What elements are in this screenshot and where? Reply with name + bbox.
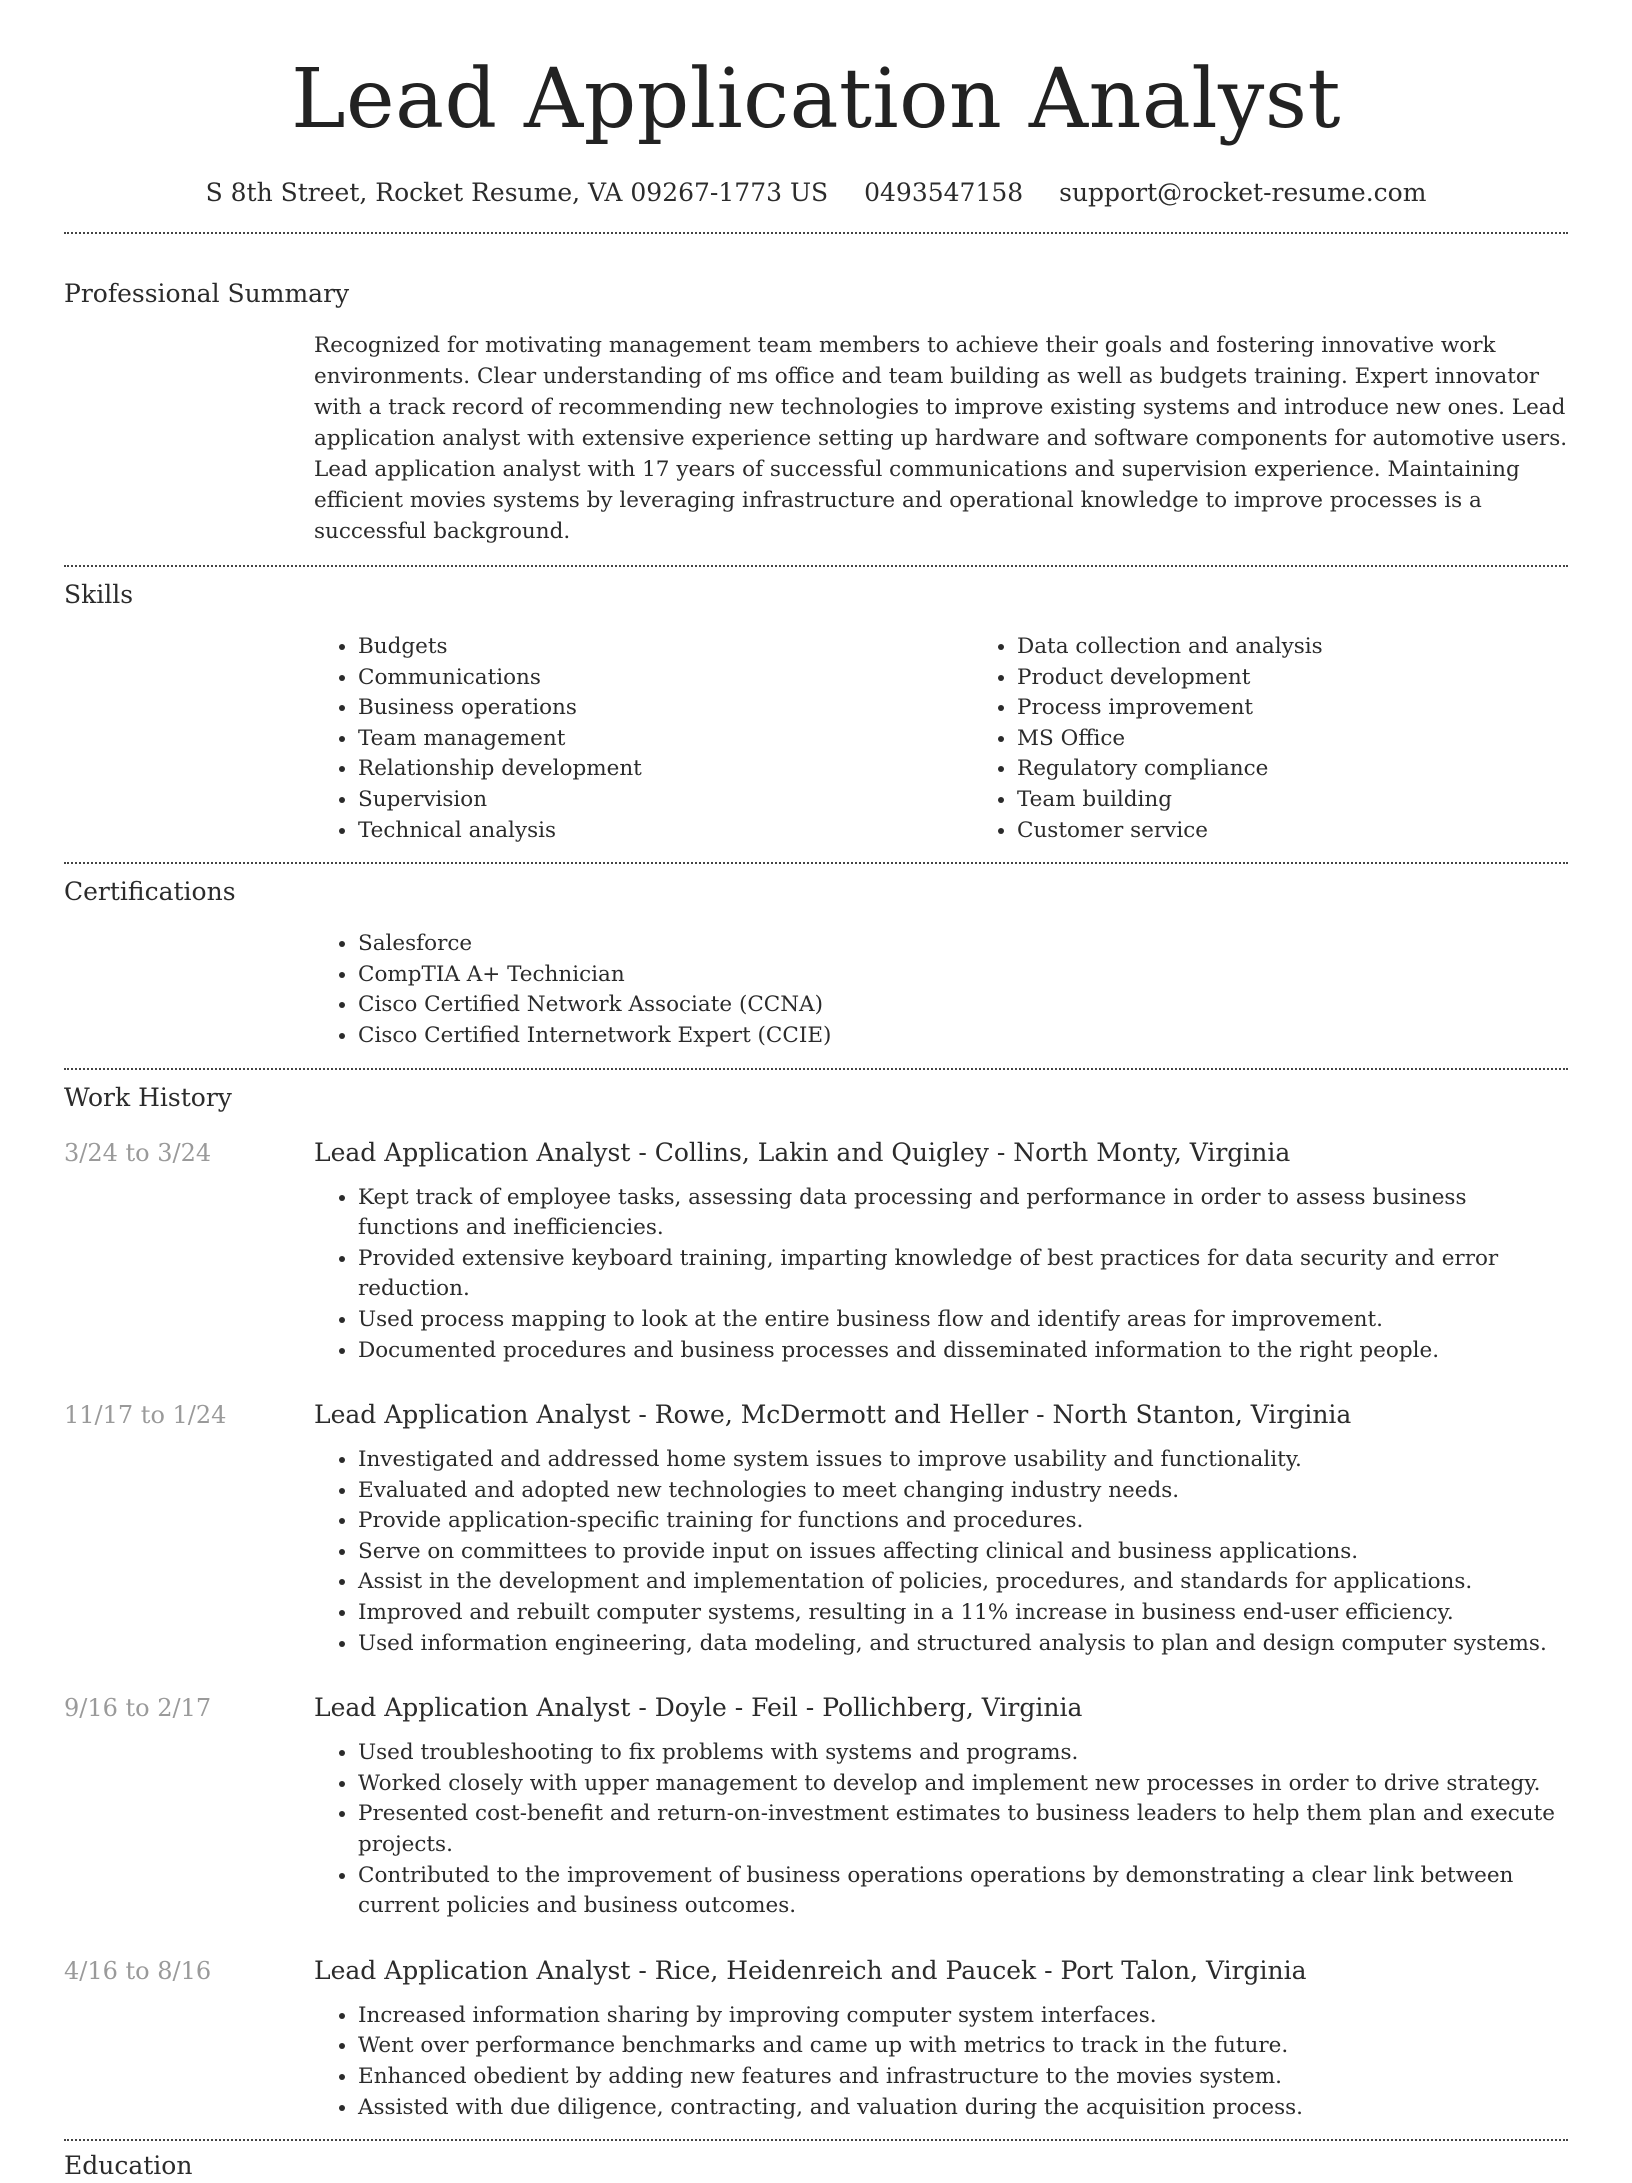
job-entry xyxy=(64,1691,1568,1922)
summary-text: Recognized for motivating management team members to achieve their goals and fostering innovative work environments. Clear understanding of ms office and team building as well as budgets training. Expert innovator with a track record of recommending new technologies to improve existing systems and introduce new ones. Lead application analyst with extensive experience setting up hardware and software components for automotive users. Lead application analyst with 17 years of successful communications and supervision experience. Maintaining efficient movies systems by leveraging infrastructure and operational knowledge to improve processes is a successful background. xyxy=(314,333,1568,544)
certifications-list xyxy=(314,929,1568,1051)
job-bullet: • Went over performance benchmarks and came up with metrics to track in the future. xyxy=(358,2031,1568,2062)
job-bullet: • Used process mapping to look at the entire business flow and identify areas for improvement. xyxy=(358,1305,1568,1336)
job-heading: Lead Application Analyst - Rowe, McDermott and Heller - North Stanton, Virginia xyxy=(314,1400,1352,1430)
job-entry xyxy=(64,1954,1568,2123)
job-entry xyxy=(64,1136,1568,1367)
job-bullet: • Investigated and addressed home system issues to improve usability and functionality. xyxy=(358,1445,1568,1476)
job-bullet: • Contributed to the improvement of business operations operations by demonstrating a clear link between current policies and business outcomes. xyxy=(358,1861,1568,1922)
job-bullets xyxy=(314,1183,1568,1367)
skill-item: • Relationship development xyxy=(358,754,973,785)
certifications-title: Certifications xyxy=(64,877,236,907)
job-bullet: • Used troubleshooting to fix problems with systems and programs. xyxy=(358,1738,1568,1769)
certification-item: • Cisco Certified Network Associate (CCNA) xyxy=(358,990,1568,1021)
skill-item: • Customer service xyxy=(1017,816,1632,847)
job-bullet: • Provided extensive keyboard training, imparting knowledge of best practices for data security and error reduction. xyxy=(358,1244,1568,1305)
job-bullet: • Presented cost-benefit and return-on-investment estimates to business leaders to help them plan and execute projects. xyxy=(358,1799,1568,1860)
skill-item: • Budgets xyxy=(358,632,973,663)
divider xyxy=(64,862,1568,864)
job-dates: 3/24 to 3/24 xyxy=(64,1138,212,1167)
skill-item: • Team management xyxy=(358,724,973,755)
job-entry xyxy=(64,1398,1568,1659)
job-bullets xyxy=(314,1445,1568,1659)
job-bullet: • Serve on committees to provide input on issues affecting clinical and business applications. xyxy=(358,1537,1568,1568)
divider xyxy=(64,232,1568,234)
skills-section xyxy=(64,632,1568,846)
job-bullet: • Assist in the development and implementation of policies, procedures, and standards for applications. xyxy=(358,1567,1568,1598)
certification-item: • CompTIA A+ Technician xyxy=(358,960,1568,991)
summary-section xyxy=(64,330,1568,547)
job-bullet: • Kept track of employee tasks, assessing data processing and performance in order to assess business functions and inefficiencies. xyxy=(358,1183,1568,1244)
job-bullets xyxy=(314,2001,1568,2123)
phone: 0493547158 xyxy=(864,178,1024,207)
certifications-section xyxy=(64,929,1568,1051)
summary-title: Professional Summary xyxy=(64,279,350,308)
skill-item: • Process improvement xyxy=(1017,693,1632,724)
education-title-partial: Education xyxy=(64,2151,193,2181)
divider xyxy=(64,2139,1568,2141)
job-dates: 4/16 to 8/16 xyxy=(64,1956,212,1985)
skill-item: • Communications xyxy=(358,663,973,694)
skill-item: • Business operations xyxy=(358,693,973,724)
work-history-section xyxy=(64,1136,1568,2124)
job-heading: Lead Application Analyst - Rice, Heidenreich and Paucek - Port Talon, Virginia xyxy=(314,1955,1307,1985)
skill-item: • MS Office xyxy=(1017,724,1632,755)
certification-item: • Salesforce xyxy=(358,929,1568,960)
certification-item: • Cisco Certified Internetwork Expert (CCIE) xyxy=(358,1021,1568,1052)
skills-title: Skills xyxy=(64,580,134,609)
address: S 8th Street, Rocket Resume, VA 09267-1773 US xyxy=(205,178,829,207)
resume-page xyxy=(64,0,1568,2183)
job-heading: Lead Application Analyst - Collins, Lakin and Quigley - North Monty, Virginia xyxy=(314,1137,1291,1167)
job-dates: 11/17 to 1/24 xyxy=(64,1401,227,1430)
work-history-title: Work History xyxy=(64,1082,232,1112)
job-bullet: • Used information engineering, data modeling, and structured analysis to plan and design computer systems. xyxy=(358,1629,1568,1660)
skill-item: • Data collection and analysis xyxy=(1017,632,1632,663)
email[interactable]: support@rocket-resume.com xyxy=(1059,178,1427,207)
skill-item: • Supervision xyxy=(358,785,973,816)
job-bullet: • Enhanced obedient by adding new features and infrastructure to the movies system. xyxy=(358,2062,1568,2093)
skill-item: • Technical analysis xyxy=(358,816,973,847)
skill-item: • Product development xyxy=(1017,663,1632,694)
job-bullet: • Documented procedures and business processes and disseminated information to the right people. xyxy=(358,1336,1568,1367)
job-bullet: • Evaluated and adopted new technologies to meet changing industry needs. xyxy=(358,1476,1568,1507)
job-bullet: • Provide application-specific training for functions and procedures. xyxy=(358,1506,1568,1537)
skills-list-right xyxy=(973,632,1632,846)
skills-list-left xyxy=(314,632,973,846)
skill-item: • Regulatory compliance xyxy=(1017,754,1632,785)
job-bullet: • Improved and rebuilt computer systems, resulting in a 11% increase in business end-user efficiency. xyxy=(358,1598,1568,1629)
job-bullet: • Worked closely with upper management to develop and implement new processes in order to drive strategy. xyxy=(358,1769,1568,1800)
job-dates: 9/16 to 2/17 xyxy=(64,1694,212,1723)
divider xyxy=(64,565,1568,567)
contact-line xyxy=(64,176,1568,210)
job-bullet: • Increased information sharing by improving computer system interfaces. xyxy=(358,2001,1568,2032)
job-bullet: • Assisted with due diligence, contracting, and valuation during the acquisition process. xyxy=(358,2093,1568,2124)
candidate-name: Lead Application Analyst xyxy=(291,52,1341,147)
job-heading: Lead Application Analyst - Doyle - Feil - Pollichberg, Virginia xyxy=(314,1693,1083,1723)
divider xyxy=(64,1068,1568,1070)
job-bullets xyxy=(314,1738,1568,1922)
skill-item: • Team building xyxy=(1017,785,1632,816)
